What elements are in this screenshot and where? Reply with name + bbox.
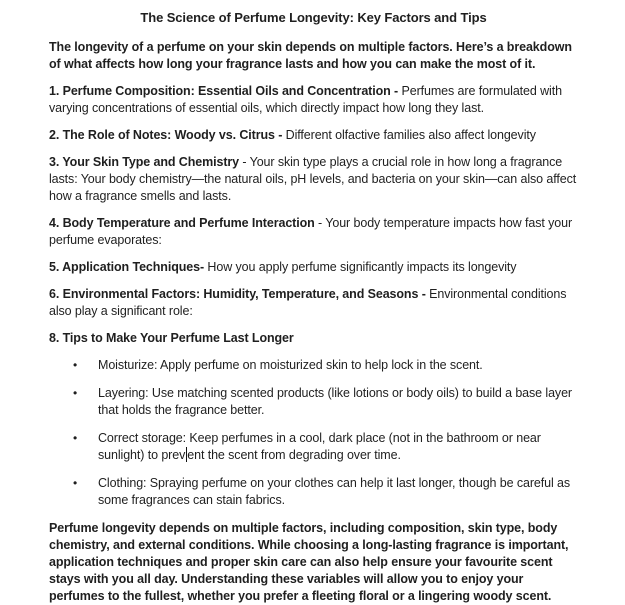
section-text: Environmental conditions also play a significant role: <box>49 287 567 318</box>
section-heading: 2. The Role of Notes: Woody vs. Citrus - <box>49 128 283 142</box>
section-heading: 6. Environmental Factors: Humidity, Temperature, and Seasons - <box>49 287 426 301</box>
tip-item-storage[interactable] <box>73 430 578 464</box>
tips-list <box>49 357 578 509</box>
section-heading: 5. Application Techniques- <box>49 260 205 274</box>
section-paragraph-1[interactable] <box>49 83 578 117</box>
tip-item-moisturize[interactable] <box>73 357 578 374</box>
bullet-icon: • <box>73 431 78 445</box>
tip-text-after-caret: ent the scent from degrading over time. <box>187 448 401 462</box>
section-text: Perfumes are formulated with varying concentrations of essential oils, which directly impact how long they last. <box>49 84 562 115</box>
section-paragraph-2[interactable] <box>49 127 578 144</box>
conclusion-paragraph[interactable]: Perfume longevity depends on multiple factors, including composition, skin type, body chemistry, and external conditions. While choosing a long-lasting fragrance is important, application techniques and proper skin care can also help ensure your favourite scent stays with you all day. Understanding these variables will allow you to enjoy your perfumes to the fullest, whether you prefer a fleeting floral or a lingering woody scent. <box>49 521 569 603</box>
tip-text: Moisturize: Apply perfume on moisturized skin to help lock in the scent. <box>98 358 483 372</box>
section-paragraph-3[interactable] <box>49 154 578 205</box>
section-paragraph-5[interactable] <box>49 259 578 276</box>
tip-text: Clothing: Spraying perfume on your clothes can help it last longer, though be careful as some fragrances can stain fabrics. <box>98 476 571 507</box>
intro-paragraph[interactable]: The longevity of a perfume on your skin depends on multiple factors. Here’s a breakdown of what affects how long your fragrance lasts and how you can make the most of it. <box>49 40 572 71</box>
section-text: Different olfactive families also affect longevity <box>282 128 536 142</box>
bullet-icon: • <box>73 358 78 372</box>
section-text: How you apply perfume significantly impacts its longevity <box>204 260 517 274</box>
bullet-icon: • <box>73 386 78 400</box>
tips-heading[interactable]: 8. Tips to Make Your Perfume Last Longer <box>49 331 294 345</box>
tip-item-layering[interactable] <box>73 385 578 419</box>
tip-item-clothing[interactable] <box>73 475 578 509</box>
section-text: - Your body temperature impacts how fast your perfume evaporates: <box>49 216 573 247</box>
section-paragraph-4[interactable] <box>49 215 578 249</box>
section-paragraph-6[interactable] <box>49 286 578 320</box>
section-heading: 3. Your Skin Type and Chemistry <box>49 155 240 169</box>
document-title: The Science of Perfume Longevity: Key Factors and Tips <box>140 10 487 25</box>
section-heading: 1. Perfume Composition: Essential Oils and Concentration - <box>49 84 399 98</box>
section-text: - Your skin type plays a crucial role in how long a fragrance lasts: Your body chemistry—the natural oils, pH levels, and bacteria on your skin—can also affect how a fragrance smells and lasts. <box>49 155 577 203</box>
tip-text: Layering: Use matching scented products (like lotions or body oils) to build a base layer that holds the fragrance better. <box>98 386 572 417</box>
tip-text-before-caret: Correct storage: Keep perfumes in a cool, dark place (not in the bathroom or near sunlight) to prev <box>98 431 541 462</box>
bullet-icon: • <box>73 476 78 490</box>
section-heading: 4. Body Temperature and Perfume Interaction <box>49 216 315 230</box>
